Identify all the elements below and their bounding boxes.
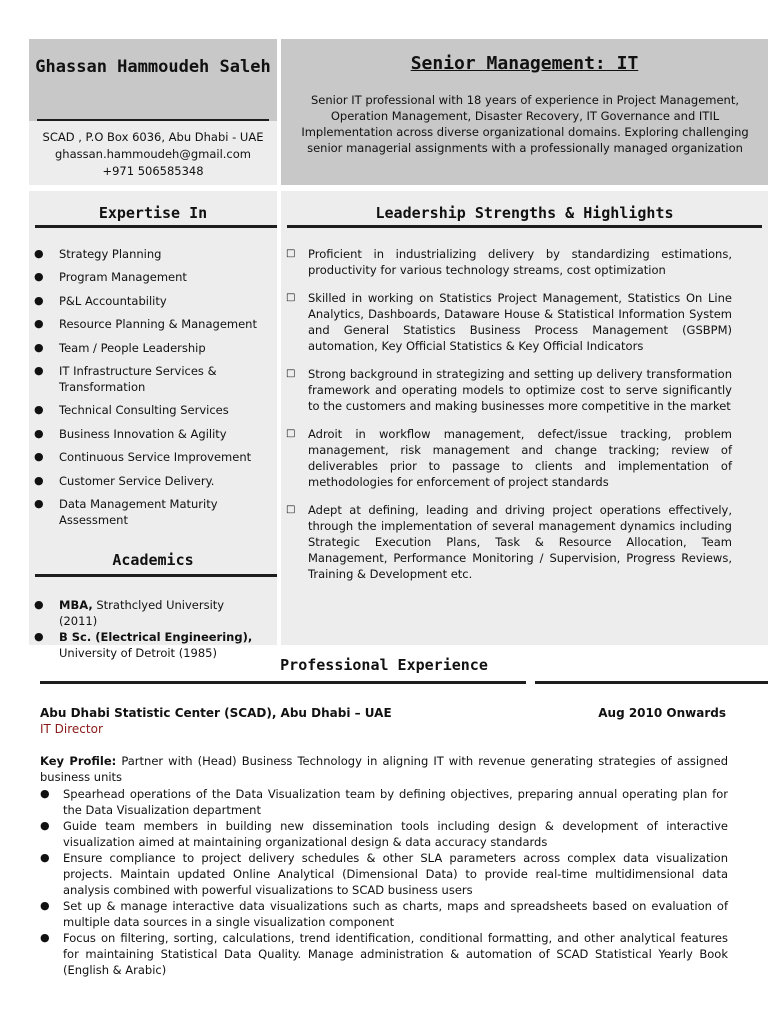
employment-date: Aug 2010 Onwards xyxy=(598,706,726,720)
list-item: □ Skilled in working on Statistics Project Management, Statistics On Line Analytics, Dashboards, Dataware House & Statistical Information System and General Statistics Business Process Management (GSBPM) automation, Key Official Statistics & Key Official Indicators xyxy=(286,291,732,353)
list-item: ● P&L Accountability xyxy=(34,293,167,308)
right-panel xyxy=(281,191,768,645)
highlights-heading: Leadership Strengths & Highlights xyxy=(375,204,674,222)
experience-rule-left xyxy=(40,681,526,684)
experience-heading: Professional Experience xyxy=(280,656,488,674)
list-item: ● B Sc. (Electrical Engineering), University of Detroit (1985) xyxy=(34,630,253,660)
academics-list xyxy=(34,597,264,661)
expertise-list xyxy=(34,246,264,535)
employer-name: Abu Dhabi Statistic Center (SCAD), Abu Dhabi – UAE xyxy=(40,706,392,720)
list-item: ● Spearhead operations of the Data Visualization team by defining objectives, preparing annual operating plan for the Data Visualization department xyxy=(40,787,728,817)
list-item: □ Strong background in strategizing and setting up delivery transformation framework and operating models to optimize cost to serve significantly to the customers and making businesses more competitive in the market xyxy=(286,367,732,413)
highlights-rule xyxy=(287,225,762,228)
contact-email: ghassan.hammoudeh@gmail.com xyxy=(55,147,251,161)
list-item: ● Business Innovation & Agility xyxy=(34,426,227,441)
name-box xyxy=(29,39,277,185)
expertise-rule xyxy=(35,225,277,228)
contact-address: SCAD , P.O Box 6036, Abu Dhabi - UAE xyxy=(42,130,264,144)
list-item: ● Focus on filtering, sorting, calculations, trend identification, conditional formatting, and other analytical features for maintaining Statistical Data Quality. Manage administration & automation of SCAD Statistical Yearly Book (English & Arabic) xyxy=(40,931,728,977)
summary-box xyxy=(281,39,768,185)
key-profile-text: Partner with (Head) Business Technology in aligning IT with revenue generating strategies of assigned business units xyxy=(40,754,729,784)
list-item: ● Team / People Leadership xyxy=(34,340,206,355)
list-item: ● Set up & manage interactive data visualizations such as charts, maps and spreadsheets based on evaluation of multiple data sources in a single visualization component xyxy=(40,899,728,929)
list-item: □ Proficient in industrializing delivery by standardizing estimations, productivity for various technology streams, cost optimization xyxy=(286,247,732,277)
list-item: ● IT Infrastructure Services & Transformation xyxy=(34,363,217,394)
list-item: ● Ensure compliance to project delivery schedules & other SLA parameters across complex data visualization projects. Maintain updated Online Analytical (Dimensional Data) to provide real-time multidimensional data analysis combined with powerful visualizations to SCAD business users xyxy=(40,851,728,897)
left-panel xyxy=(29,191,277,660)
job-title: IT Director xyxy=(40,722,103,736)
list-item: ● Resource Planning & Management xyxy=(34,317,257,332)
list-item: ● Strategy Planning xyxy=(34,247,162,261)
academics-rule xyxy=(35,574,277,577)
candidate-name: Ghassan Hammoudeh Saleh xyxy=(35,57,271,77)
list-item: □ Adroit in workflow management, defect/issue tracking, problem management, risk management and change tracking; review of deliverables prior to passage to clients and implementation of methodologies for enforcement of project standards xyxy=(286,427,732,489)
list-item: ● Guide team members in building new dissemination tools including design & development of interactive visualization aimed at maintaining organizational design & data accuracy standards xyxy=(40,819,728,849)
list-item: ● Data Management Maturity Assessment xyxy=(34,496,218,527)
list-item: ● Program Management xyxy=(34,270,187,285)
list-item: ● Continuous Service Improvement xyxy=(34,450,252,465)
list-item: ● MBA, Strathclyed University (2011) xyxy=(34,598,225,628)
expertise-heading: Expertise In xyxy=(98,204,208,222)
key-profile xyxy=(40,753,728,785)
academics-heading: Academics xyxy=(112,551,194,569)
resume-title: Senior Management: IT xyxy=(410,53,639,74)
contact-block xyxy=(29,121,277,185)
experience-bullets xyxy=(40,786,728,978)
experience-rule-right xyxy=(535,681,768,684)
list-item: ● Technical Consulting Services xyxy=(34,403,229,418)
list-item: ● Customer Service Delivery. xyxy=(34,473,215,488)
highlights-list xyxy=(286,246,732,594)
professional-summary: Senior IT professional with 18 years of experience in Project Management, Operation Management, Disaster Recovery, IT Governance and ITIL Implementation across diverse organizational domains. Exploring challenging senior managerial assignments with a professionally managed organization xyxy=(301,93,749,155)
list-item: □ Adept at defining, leading and driving project operations effectively, through the implementation of several management dynamics including Strategic Execution Plans, Task & Resource Allocation, Team Management, Performance Monitoring / Supervision, Progress Reviews, Training & Development etc. xyxy=(286,503,732,581)
key-profile-label: Key Profile: xyxy=(40,754,117,768)
contact-phone: +971 506585348 xyxy=(102,164,204,178)
